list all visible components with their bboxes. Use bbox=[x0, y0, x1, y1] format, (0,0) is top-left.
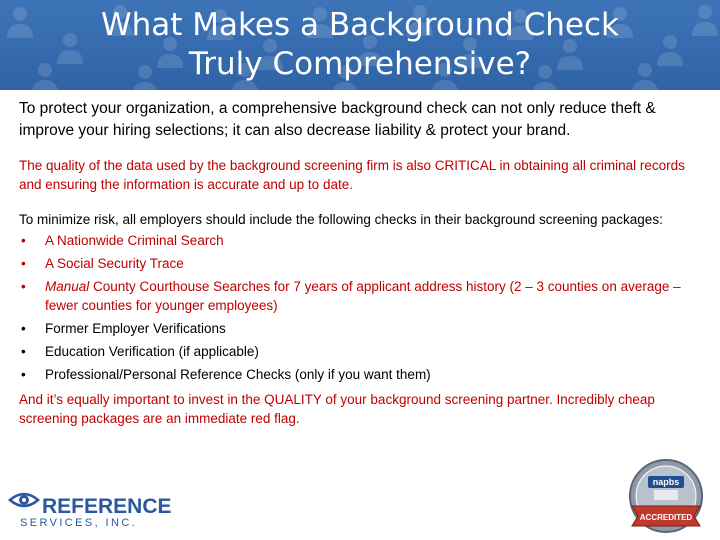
check-text: Former Employer Verifications bbox=[45, 321, 226, 336]
logo-name: REFERENCE bbox=[42, 495, 172, 518]
risk-paragraph: To minimize risk, all employers should include the following checks in their background screening packages: bbox=[19, 212, 663, 227]
quality-emphasis: CRITICAL bbox=[434, 158, 496, 173]
eye-icon bbox=[10, 494, 38, 506]
quality-paragraph bbox=[19, 156, 705, 194]
seal-ribbon-text: ACCREDITED bbox=[639, 513, 693, 522]
bullet: • bbox=[21, 279, 26, 294]
list-item bbox=[19, 231, 705, 250]
bullet: • bbox=[21, 256, 26, 271]
list-item bbox=[19, 365, 705, 384]
quality-text-end: in obtaining all criminal records and ensuring the information is accurate and up to date. bbox=[19, 158, 685, 192]
check-text: Professional/Personal Reference Checks (only if you want them) bbox=[45, 367, 431, 382]
check-text: County Courthouse Searches for 7 years of applicant address history (2 – 3 counties on average – fewer counties for younger employees) bbox=[45, 279, 681, 313]
title-line-1: What Makes a Background Check bbox=[101, 7, 619, 43]
checks-list bbox=[19, 231, 705, 384]
title-banner bbox=[0, 0, 720, 90]
closing-paragraph: And it’s equally important to invest in the QUALITY of your background screening partner. Incredibly cheap screening packages are an immediate red flag. bbox=[19, 392, 655, 426]
list-item bbox=[19, 254, 705, 273]
slide-title bbox=[0, 6, 720, 84]
napbs-accreditation-seal bbox=[614, 456, 714, 540]
check-text: A Nationwide Criminal Search bbox=[45, 233, 224, 248]
check-emphasis: Manual bbox=[45, 279, 90, 294]
logo-tagline: SERVICES, INC. bbox=[20, 517, 138, 529]
bullet: • bbox=[21, 321, 26, 336]
list-item bbox=[19, 342, 705, 361]
title-line-2: Truly Comprehensive? bbox=[188, 46, 532, 82]
quality-text-start: The quality of the data used by the background screening firm is also bbox=[19, 158, 435, 173]
check-text: A Social Security Trace bbox=[45, 256, 184, 271]
bullet: • bbox=[21, 233, 26, 248]
seal-brand: napbs bbox=[652, 477, 680, 487]
list-item bbox=[19, 319, 705, 338]
reference-services-logo bbox=[8, 486, 172, 532]
check-text: Education Verification (if applicable) bbox=[45, 344, 259, 359]
slide-body bbox=[19, 98, 705, 428]
bullet: • bbox=[21, 367, 26, 382]
intro-paragraph: To protect your organization, a comprehensive background check can not only reduce theft & improve your hiring selections; it can also decrease liability & protect your brand. bbox=[19, 100, 656, 139]
bullet: • bbox=[21, 344, 26, 359]
list-item bbox=[19, 277, 705, 315]
